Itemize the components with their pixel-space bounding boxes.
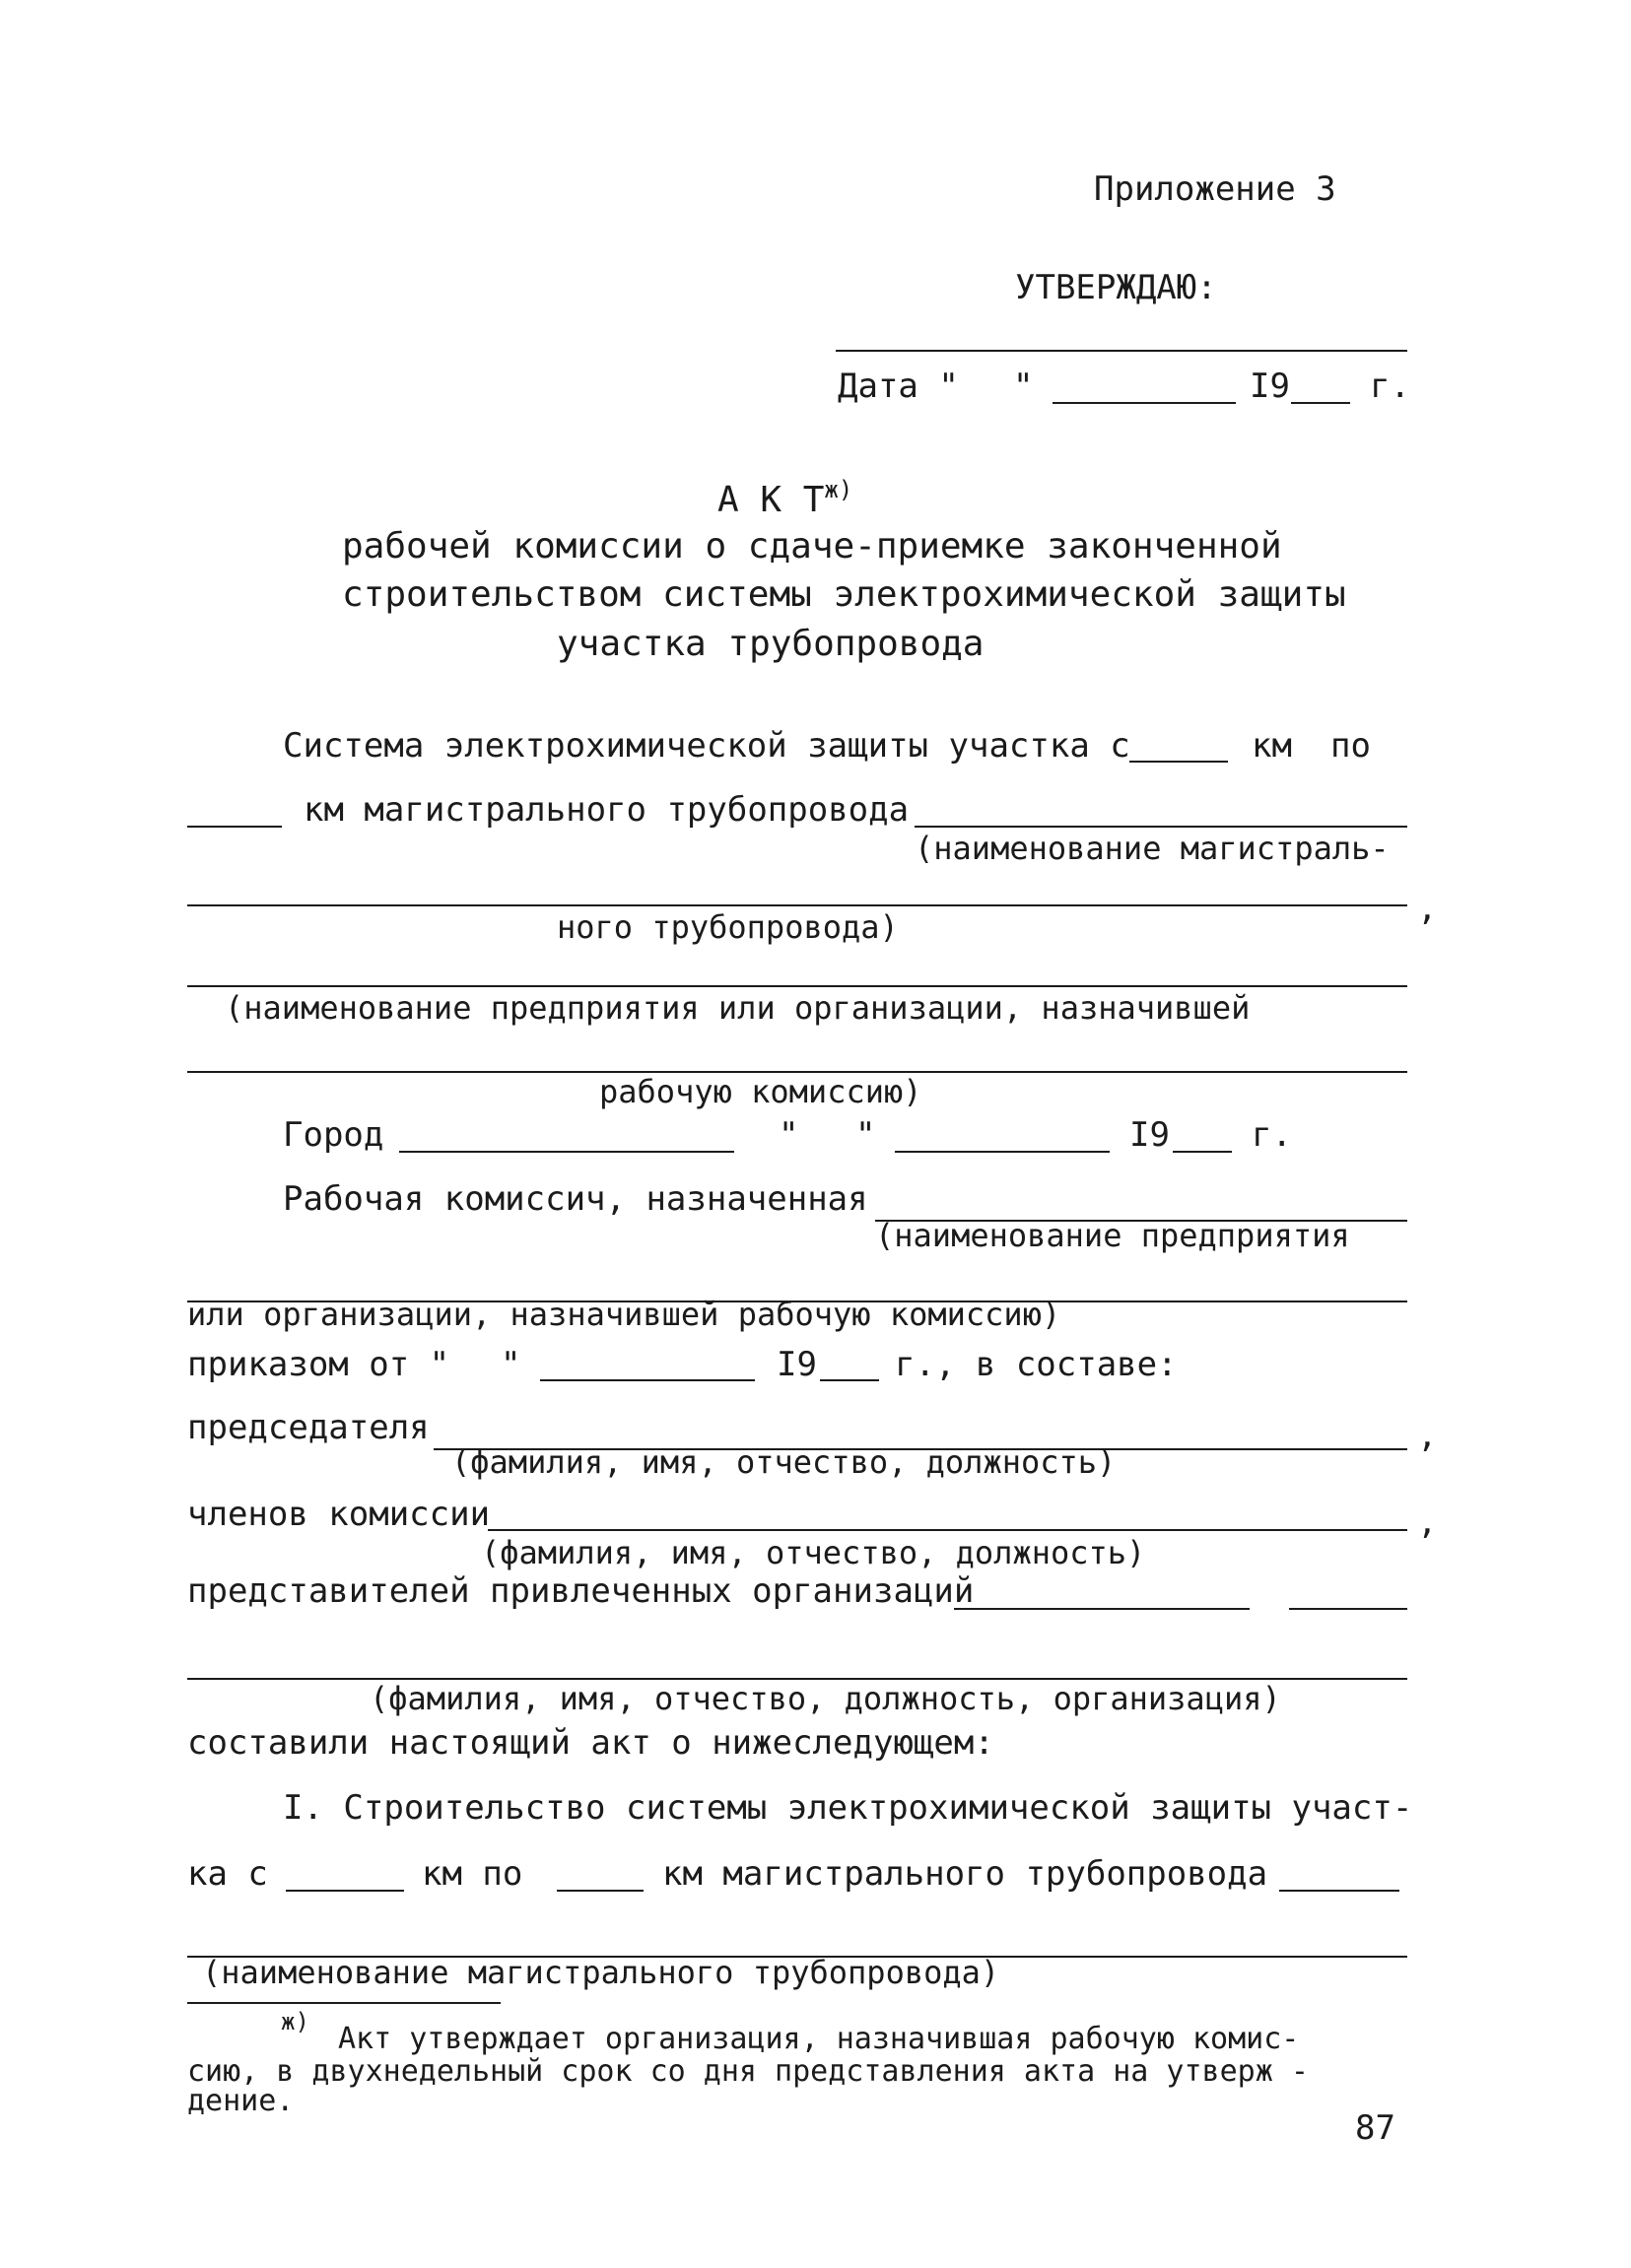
act-subtitle-line-3: участка трубопровода [557,624,985,664]
footnote-line-1: Акт утверждает организация, назначившая рабочую комис- [338,2022,1300,2056]
date-month-line [1053,402,1236,404]
from-km-line [1129,761,1228,763]
city-year-line [1173,1151,1232,1153]
reps-line [954,1608,1250,1610]
date-label: Дата " [838,367,959,406]
city-label: Город [283,1115,384,1155]
footnote-mark: ж) [281,2008,309,2035]
item-1-pipeline-line [1279,1890,1399,1892]
page-number: 87 [1355,2108,1395,2148]
order-month-line [540,1379,755,1381]
main-pipeline-text: км магистрального трубопровода [304,790,910,830]
reps-hint: (фамилия, имя, отчество, должность, организация) [370,1680,1281,1717]
footnote-line-3: дение. [187,2084,295,2118]
date-year-line [1291,402,1350,404]
system-section-text: Система электрохимической защиты участка с [283,726,1130,766]
city-year-prefix: I9 [1129,1115,1170,1155]
pipeline-name-line [915,826,1407,828]
members-comma: , [1417,1502,1438,1542]
footnote-line-2: сию, в двухнедельный срок со дня представления акта на утверж - [187,2054,1309,2089]
chair-comma: , [1417,1416,1438,1455]
chair-hint: (фамилия, имя, отчество, должность) [451,1443,1117,1481]
item-1-km-po: км по [422,1854,523,1894]
chair-label: председателя [187,1408,430,1447]
commission-entity-hint-2: или организации, назначившей рабочую комиссию) [187,1296,1061,1333]
pipeline-name-hint-2: ного трубопровода) [557,908,899,946]
approve-label: УТВЕРЖДАЮ: [1015,268,1217,307]
order-tail: г., в составе: [895,1345,1178,1384]
date-year-suffix: г. [1370,367,1410,406]
city-month-line [895,1151,1110,1153]
reps-line-2 [1289,1608,1407,1610]
to-km-line [187,826,282,828]
item-1-pipeline-hint: (наименование магистрального трубопровода) [202,1954,1000,1991]
item-1-from-line [286,1890,404,1892]
city-line [399,1151,734,1153]
city-quote-open: " [779,1115,799,1155]
footnote-separator [187,2002,501,2004]
org-name-hint: (наименование предприятия или организации, назначившей [225,989,1251,1027]
commission-entity-hint: (наименование предприятия [875,1217,1350,1254]
members-hint: (фамилия, имя, отчество, должность) [481,1534,1146,1571]
act-subtitle-line-1: рабочей комиссии о сдаче-приемке законченной [342,526,1282,567]
order-year-prefix: I9 [777,1345,817,1384]
item-1-from: ка с [187,1854,268,1894]
appendix-label: Приложение 3 [1094,169,1336,209]
po-label: по [1330,726,1371,766]
pipeline-name-line-2 [187,904,1407,906]
members-line [488,1529,1407,1531]
compiled-text: составили настоящий акт о нижеследующем: [187,1723,994,1763]
act-title-footnote-mark: ж) [824,476,853,503]
act-title: А К $Т^{ж)}$ [717,476,853,520]
date-year-prefix: I9 [1250,367,1290,406]
act-subtitle-line-2: строительством системы электрохимической защиты [342,574,1346,615]
pipeline-name-hint: (наименование магистраль- [915,830,1390,867]
order-year-line [820,1379,879,1381]
city-year-suffix: г. [1252,1115,1292,1155]
item-1-pipeline: км магистрального трубопровода [662,1854,1268,1894]
order-quote-close: " [501,1345,521,1384]
date-quote-close: " [1013,367,1034,406]
order-label: приказом от " [187,1345,450,1384]
org-name-hint-2: рабочую комиссию) [599,1073,922,1110]
approver-signature-line [836,350,1407,352]
city-quote-close: " [855,1115,876,1155]
reps-label: представителей привлеченных организаций [187,1571,975,1611]
item-1-text: I. Строительство системы электрохимической защиты участ- [283,1788,1413,1828]
commission-label: Рабочая комиссич, назначенная [283,1179,868,1219]
comma-mark: , [1417,889,1438,928]
org-name-line [187,985,1407,987]
item-1-to-line [557,1890,644,1892]
km-label: км [1252,726,1292,766]
members-label: членов комиссии [187,1495,491,1534]
